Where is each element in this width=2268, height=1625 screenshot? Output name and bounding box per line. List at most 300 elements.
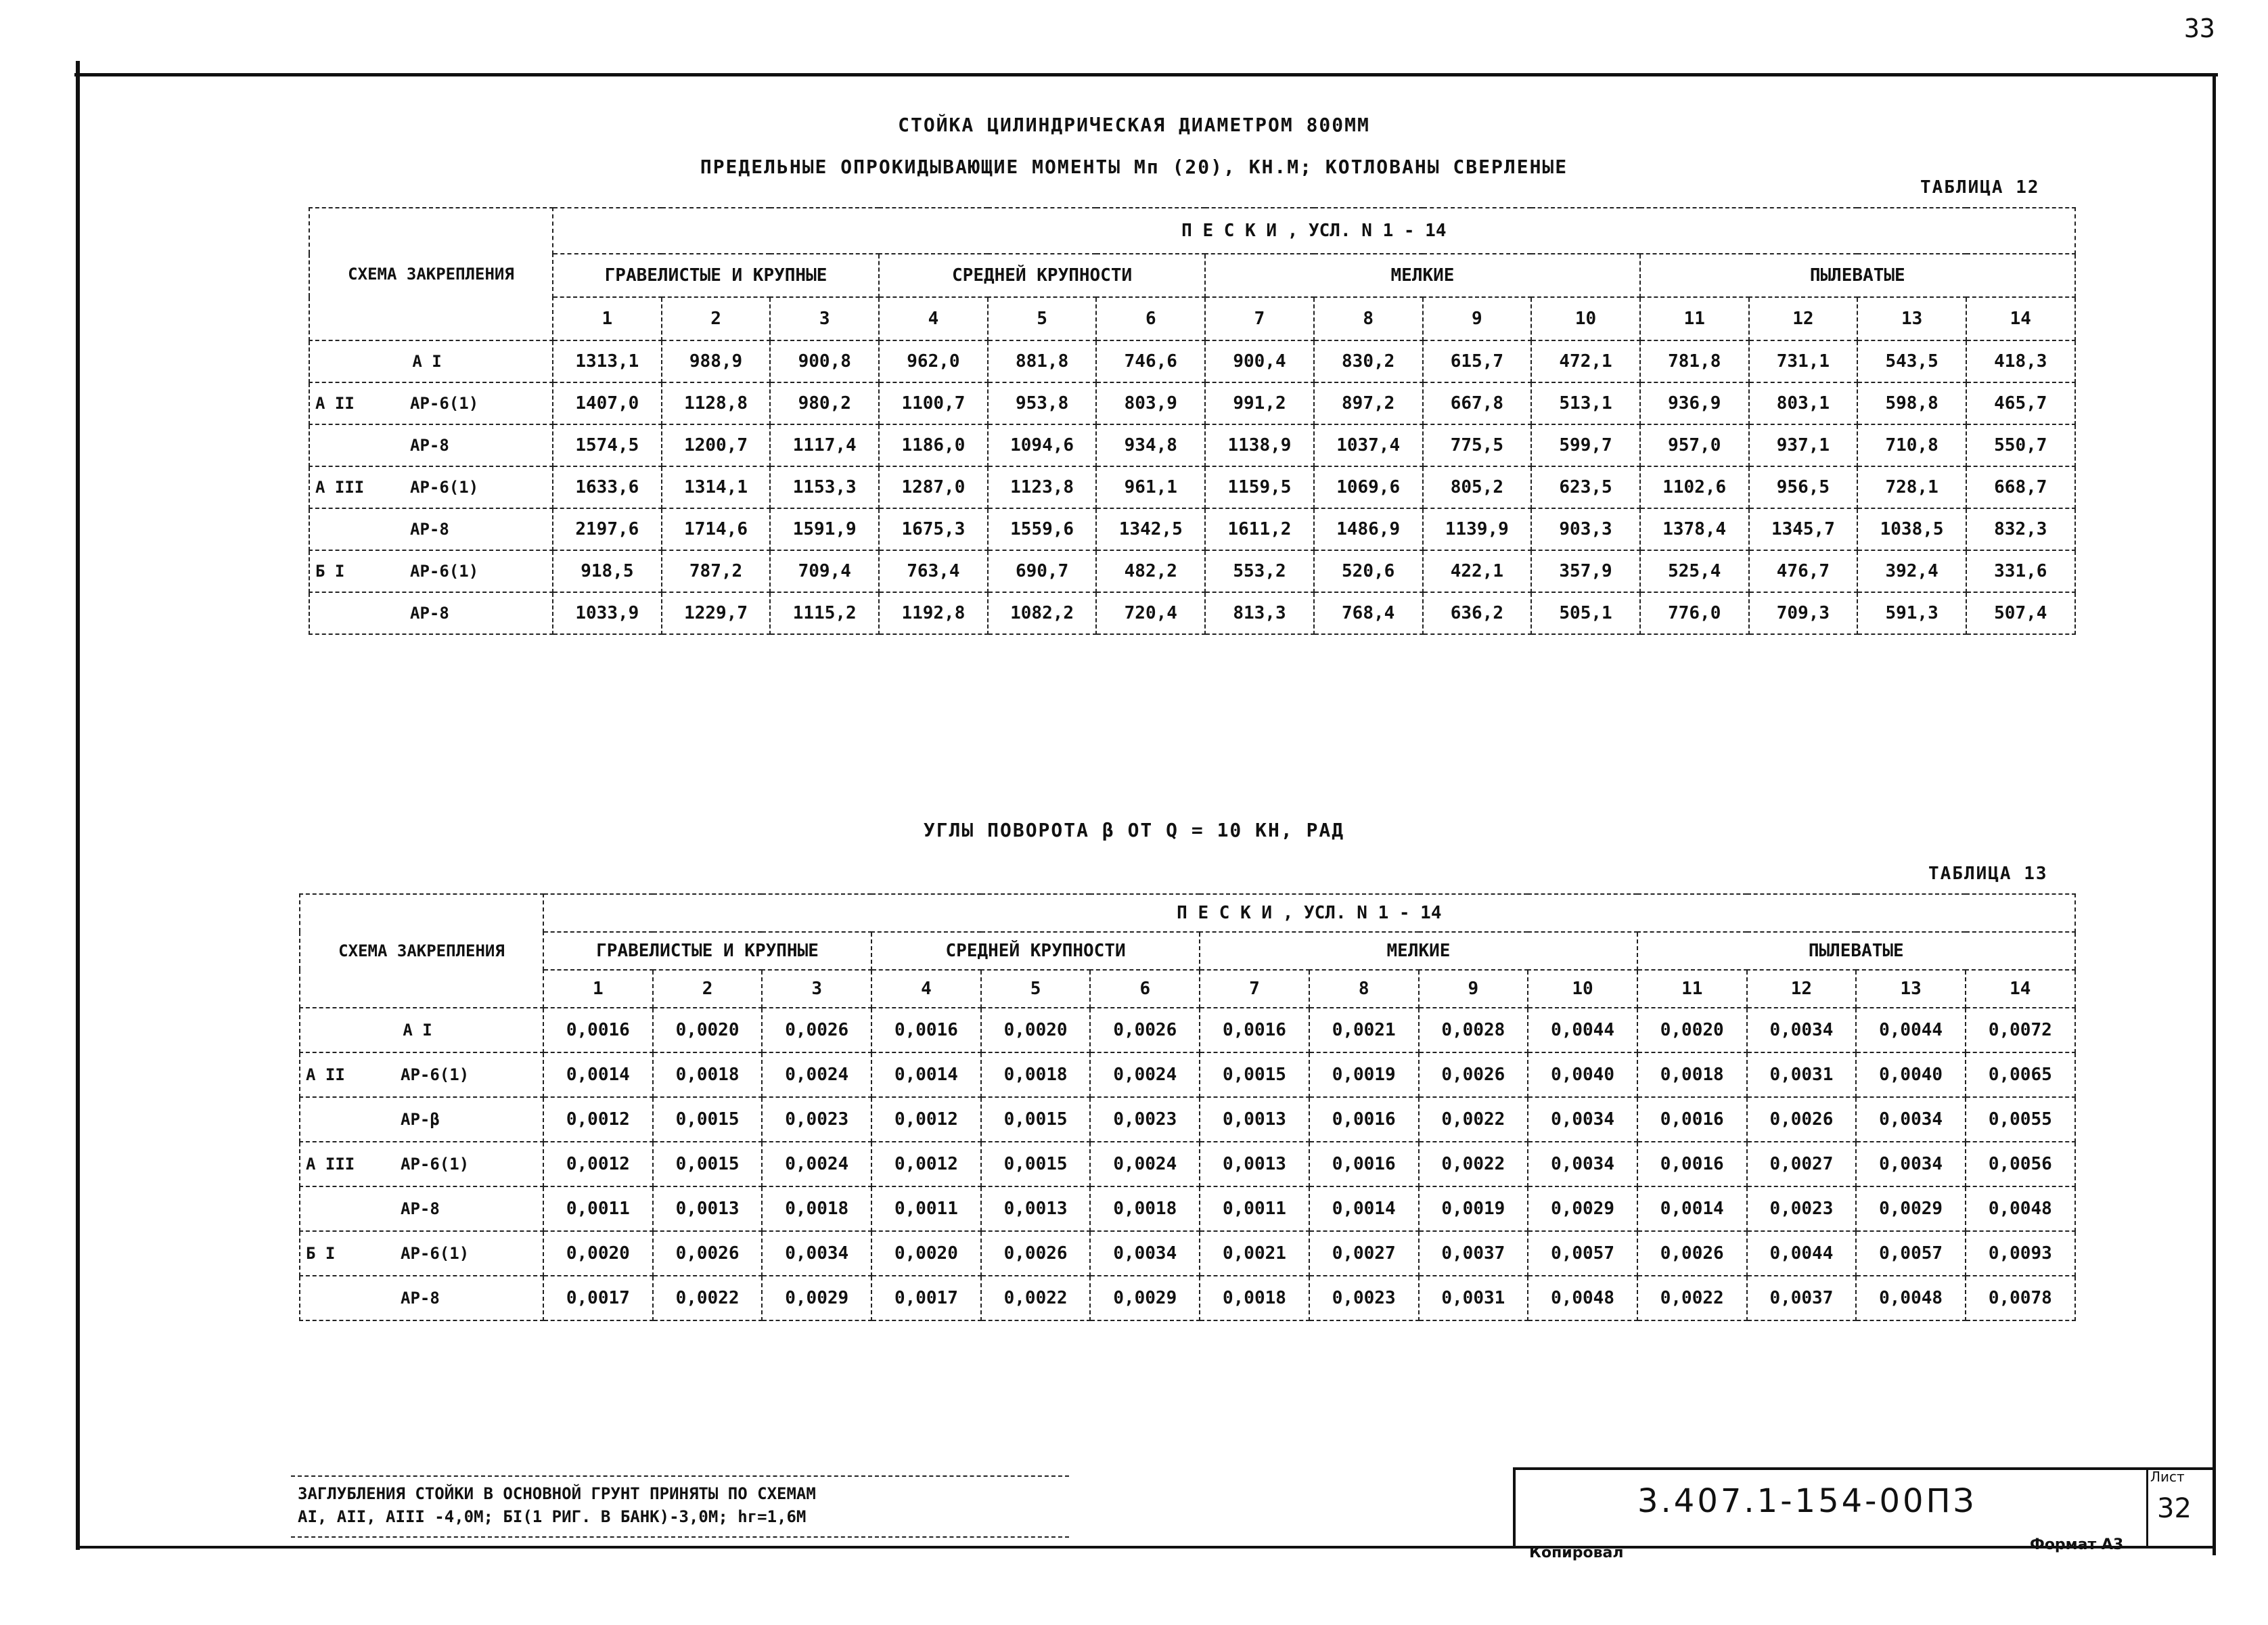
table-cell: 0,0023 xyxy=(1309,1276,1419,1320)
table-cell: 0,0029 xyxy=(1090,1276,1200,1320)
scheme-cell xyxy=(300,1097,543,1142)
table-cell: 0,0014 xyxy=(543,1052,653,1097)
column-number: 10 xyxy=(1531,297,1640,340)
table-cell: 1037,4 xyxy=(1314,424,1423,466)
table-cell: 709,4 xyxy=(770,550,879,592)
column-number: 10 xyxy=(1528,970,1637,1008)
group-header: МЕЛКИЕ xyxy=(1200,932,1637,970)
column-number: 2 xyxy=(653,970,763,1008)
scheme-cell xyxy=(309,382,553,424)
table-row xyxy=(300,1052,2075,1097)
table-cell: 0,0020 xyxy=(1637,1008,1747,1052)
table-cell: 936,9 xyxy=(1640,382,1749,424)
table-row xyxy=(309,508,2075,550)
table-cell: 550,7 xyxy=(1966,424,2075,466)
table-cell: 0,0013 xyxy=(981,1186,1091,1231)
table-cell: 1714,6 xyxy=(662,508,771,550)
table-cell: 937,1 xyxy=(1749,424,1858,466)
table-cell: 0,0044 xyxy=(1856,1008,1966,1052)
column-number: 7 xyxy=(1205,297,1314,340)
table-row xyxy=(300,1186,2075,1231)
table-cell: 0,0013 xyxy=(1200,1097,1309,1142)
scheme-cell xyxy=(309,592,553,634)
scheme-group: А III xyxy=(306,1155,355,1174)
table-cell: 881,8 xyxy=(988,340,1097,382)
column-number: 14 xyxy=(1966,970,2075,1008)
document-code: 3.407.1-154-00ПЗ xyxy=(1637,1482,1977,1520)
footnote xyxy=(291,1475,1069,1538)
table-cell: 1313,1 xyxy=(553,340,662,382)
table-row xyxy=(300,1231,2075,1276)
table-cell: 1229,7 xyxy=(662,592,771,634)
table-cell: 1153,3 xyxy=(770,466,879,508)
scheme-cell xyxy=(309,508,553,550)
table-cell: 1342,5 xyxy=(1096,508,1205,550)
table-cell: 731,1 xyxy=(1749,340,1858,382)
table-cell: 0,0034 xyxy=(1090,1231,1200,1276)
table-cell: 0,0048 xyxy=(1966,1186,2075,1231)
scheme-header: СХЕМА ЗАКРЕПЛЕНИЯ xyxy=(309,208,553,340)
table13-label: ТАБЛИЦА 13 xyxy=(1928,864,2048,884)
table-cell: 0,0020 xyxy=(871,1231,981,1276)
table-cell: 418,3 xyxy=(1966,340,2075,382)
table-cell: 1138,9 xyxy=(1205,424,1314,466)
table-cell: 0,0026 xyxy=(1747,1097,1857,1142)
table-cell: 0,0022 xyxy=(1419,1142,1528,1186)
scheme-group: А II xyxy=(306,1065,345,1084)
table-cell: 0,0014 xyxy=(1637,1186,1747,1231)
column-number: 4 xyxy=(879,297,988,340)
table-cell: 0,0021 xyxy=(1200,1231,1309,1276)
table13-title: УГЛЫ ПОВОРОТА β ОТ Q = 10 КН, РАД xyxy=(923,819,1345,841)
footnote-line-1: ЗАГЛУБЛЕНИЯ СТОЙКИ В ОСНОВНОЙ ГРУНТ ПРИНЯТЫ ПО СХЕМАМ xyxy=(298,1484,816,1503)
table-cell: 0,0024 xyxy=(762,1142,871,1186)
scheme-subtype: АР-8 xyxy=(401,1199,440,1218)
table-cell: 0,0024 xyxy=(1090,1052,1200,1097)
frame-bottom-border xyxy=(76,1546,2214,1549)
table-cell: 1192,8 xyxy=(879,592,988,634)
table-cell: 768,4 xyxy=(1314,592,1423,634)
table-cell: 0,0034 xyxy=(1528,1097,1637,1142)
table-cell: 1407,0 xyxy=(553,382,662,424)
scheme-cell xyxy=(309,340,553,382)
table-cell: 543,5 xyxy=(1857,340,1966,382)
table-row xyxy=(300,1097,2075,1142)
table-cell: 0,0013 xyxy=(653,1186,763,1231)
table-cell: 505,1 xyxy=(1531,592,1640,634)
table-cell: 331,6 xyxy=(1966,550,2075,592)
table-cell: 0,0012 xyxy=(871,1097,981,1142)
scheme-subtype: АР-8 xyxy=(401,1289,440,1308)
table-cell: 0,0040 xyxy=(1856,1052,1966,1097)
table-row xyxy=(300,1142,2075,1186)
table-cell: 0,0017 xyxy=(871,1276,981,1320)
table-cell: 1378,4 xyxy=(1640,508,1749,550)
table-cell: 422,1 xyxy=(1423,550,1532,592)
column-number: 12 xyxy=(1749,297,1858,340)
table12-title: ПРЕДЕЛЬНЫЕ ОПРОКИДЫВАЮЩИЕ МОМЕНТЫ Мп (20), КН.М; КОТЛОВАНЫ СВЕРЛЕНЫЕ xyxy=(700,156,1568,178)
table-cell: 0,0011 xyxy=(1200,1186,1309,1231)
table-row xyxy=(309,550,2075,592)
table-cell: 934,8 xyxy=(1096,424,1205,466)
scheme-cell xyxy=(300,1142,543,1186)
scheme-subtype: АР-8 xyxy=(410,436,449,455)
table-row xyxy=(309,382,2075,424)
table-cell: 0,0057 xyxy=(1856,1231,1966,1276)
table-cell: 1094,6 xyxy=(988,424,1097,466)
group-header: СРЕДНЕЙ КРУПНОСТИ xyxy=(879,254,1205,297)
column-number: 1 xyxy=(543,970,653,1008)
table-cell: 0,0026 xyxy=(1637,1231,1747,1276)
format-label: Формат А3 xyxy=(2030,1536,2124,1553)
column-number: 4 xyxy=(871,970,981,1008)
table-cell: 553,2 xyxy=(1205,550,1314,592)
table-cell: 0,0027 xyxy=(1309,1231,1419,1276)
table-cell: 1159,5 xyxy=(1205,466,1314,508)
table-cell: 961,1 xyxy=(1096,466,1205,508)
table-cell: 0,0016 xyxy=(1309,1142,1419,1186)
table-cell: 980,2 xyxy=(770,382,879,424)
table-cell: 0,0018 xyxy=(653,1052,763,1097)
table-cell: 0,0022 xyxy=(1637,1276,1747,1320)
table-cell: 0,0016 xyxy=(1637,1097,1747,1142)
table-cell: 0,0027 xyxy=(1747,1142,1857,1186)
scheme-subtype: АР-6(1) xyxy=(401,1065,470,1084)
table-cell: 900,8 xyxy=(770,340,879,382)
table-cell: 507,4 xyxy=(1966,592,2075,634)
table-cell: 636,2 xyxy=(1423,592,1532,634)
table-cell: 2197,6 xyxy=(553,508,662,550)
table-cell: 0,0029 xyxy=(1528,1186,1637,1231)
table-cell: 0,0072 xyxy=(1966,1008,2075,1052)
table-row xyxy=(300,1276,2075,1320)
column-number: 14 xyxy=(1966,297,2075,340)
table-cell: 897,2 xyxy=(1314,382,1423,424)
table-cell: 0,0018 xyxy=(1200,1276,1309,1320)
table-cell: 392,4 xyxy=(1857,550,1966,592)
table-cell: 0,0019 xyxy=(1309,1052,1419,1097)
table-cell: 775,5 xyxy=(1423,424,1532,466)
table-cell: 0,0018 xyxy=(1090,1186,1200,1231)
table-cell: 0,0016 xyxy=(1200,1008,1309,1052)
scheme-group: Б I xyxy=(315,562,345,581)
table12-label: ТАБЛИЦА 12 xyxy=(1920,177,2040,198)
table-cell: 1314,1 xyxy=(662,466,771,508)
table-cell: 0,0034 xyxy=(1856,1142,1966,1186)
table-cell: 0,0015 xyxy=(1200,1052,1309,1097)
table-cell: 1139,9 xyxy=(1423,508,1532,550)
table-cell: 813,3 xyxy=(1205,592,1314,634)
column-number: 11 xyxy=(1640,297,1749,340)
group-header: ПЫЛЕВАТЫЕ xyxy=(1637,932,2075,970)
table-cell: 781,8 xyxy=(1640,340,1749,382)
table-cell: 1287,0 xyxy=(879,466,988,508)
scheme-group: А III xyxy=(315,478,365,497)
table-cell: 0,0056 xyxy=(1966,1142,2075,1186)
scheme-subtype: АР-6(1) xyxy=(410,478,479,497)
table-cell: 0,0018 xyxy=(762,1186,871,1231)
table-cell: 0,0020 xyxy=(981,1008,1091,1052)
table-cell: 0,0029 xyxy=(1856,1186,1966,1231)
copied-by-label: Копировал xyxy=(1529,1544,1624,1561)
table-cell: 1033,9 xyxy=(553,592,662,634)
table-cell: 0,0021 xyxy=(1309,1008,1419,1052)
table-cell: 0,0031 xyxy=(1747,1052,1857,1097)
table-cell: 830,2 xyxy=(1314,340,1423,382)
table-cell: 357,9 xyxy=(1531,550,1640,592)
table-cell: 482,2 xyxy=(1096,550,1205,592)
table-cell: 0,0020 xyxy=(543,1231,653,1276)
table-cell: 776,0 xyxy=(1640,592,1749,634)
table-cell: 0,0065 xyxy=(1966,1052,2075,1097)
scheme-subtype: АР-6(1) xyxy=(401,1244,470,1263)
table-cell: 0,0034 xyxy=(762,1231,871,1276)
scheme-cell xyxy=(309,466,553,508)
table-cell: 0,0026 xyxy=(762,1008,871,1052)
scheme-header: СХЕМА ЗАКРЕПЛЕНИЯ xyxy=(300,894,543,1008)
table-cell: 1200,7 xyxy=(662,424,771,466)
column-number: 6 xyxy=(1096,297,1205,340)
table-row xyxy=(309,592,2075,634)
column-number: 13 xyxy=(1856,970,1966,1008)
table-cell: 0,0026 xyxy=(981,1231,1091,1276)
table-cell: 1633,6 xyxy=(553,466,662,508)
table-cell: 1574,5 xyxy=(553,424,662,466)
table-cell: 0,0015 xyxy=(981,1097,1091,1142)
table-cell: 0,0034 xyxy=(1856,1097,1966,1142)
table-cell: 803,9 xyxy=(1096,382,1205,424)
table-cell: 0,0048 xyxy=(1528,1276,1637,1320)
table-cell: 0,0026 xyxy=(1090,1008,1200,1052)
table-cell: 476,7 xyxy=(1749,550,1858,592)
column-number: 3 xyxy=(762,970,871,1008)
column-number: 9 xyxy=(1419,970,1528,1008)
table-row xyxy=(309,466,2075,508)
table-cell: 0,0015 xyxy=(653,1097,763,1142)
table-cell: 0,0026 xyxy=(1419,1052,1528,1097)
column-number: 5 xyxy=(988,297,1097,340)
table-cell: 903,3 xyxy=(1531,508,1640,550)
frame-top-border xyxy=(74,73,2218,76)
table-cell: 763,4 xyxy=(879,550,988,592)
column-number: 6 xyxy=(1090,970,1200,1008)
table-13 xyxy=(299,893,2076,1321)
document-title: СТОЙКА ЦИЛИНДРИЧЕСКАЯ ДИАМЕТРОМ 800ММ xyxy=(898,114,1370,136)
table-cell: 0,0022 xyxy=(981,1276,1091,1320)
table-cell: 1345,7 xyxy=(1749,508,1858,550)
table-cell: 0,0019 xyxy=(1419,1186,1528,1231)
scheme-subtype: АР-8 xyxy=(410,604,449,623)
table-cell: 900,4 xyxy=(1205,340,1314,382)
table-cell: 0,0016 xyxy=(1637,1142,1747,1186)
scheme-subtype: АР-β xyxy=(401,1110,440,1129)
scheme-cell xyxy=(300,1052,543,1097)
table-cell: 0,0011 xyxy=(871,1186,981,1231)
table-cell: 1675,3 xyxy=(879,508,988,550)
table-cell: 0,0014 xyxy=(871,1052,981,1097)
table-cell: 1123,8 xyxy=(988,466,1097,508)
table-cell: 465,7 xyxy=(1966,382,2075,424)
table-cell: 803,1 xyxy=(1749,382,1858,424)
table-cell: 991,2 xyxy=(1205,382,1314,424)
table-cell: 0,0015 xyxy=(981,1142,1091,1186)
table-cell: 0,0044 xyxy=(1528,1008,1637,1052)
table-cell: 591,3 xyxy=(1857,592,1966,634)
table-cell: 962,0 xyxy=(879,340,988,382)
table-cell: 0,0020 xyxy=(653,1008,763,1052)
table-cell: 0,0016 xyxy=(1309,1097,1419,1142)
column-number: 8 xyxy=(1309,970,1419,1008)
table-cell: 0,0078 xyxy=(1966,1276,2075,1320)
corner-page-number: 33 xyxy=(2184,14,2215,43)
table-cell: 0,0037 xyxy=(1419,1231,1528,1276)
footnote-line-2: АI, АII, АIII -4,0М; БI(1 РИГ. В БАНК)-3,0М; hг=1,6М xyxy=(298,1507,807,1526)
table-cell: 988,9 xyxy=(662,340,771,382)
scheme-group: А I xyxy=(403,1021,432,1040)
scheme-group: А I xyxy=(412,352,442,371)
column-number: 2 xyxy=(662,297,771,340)
table-cell: 0,0022 xyxy=(653,1276,763,1320)
table-cell: 0,0022 xyxy=(1419,1097,1528,1142)
scheme-cell xyxy=(300,1008,543,1052)
column-number: 9 xyxy=(1423,297,1532,340)
table-cell: 0,0016 xyxy=(543,1008,653,1052)
table-cell: 598,8 xyxy=(1857,382,1966,424)
scheme-cell xyxy=(309,424,553,466)
table-cell: 0,0017 xyxy=(543,1276,653,1320)
table-cell: 668,7 xyxy=(1966,466,2075,508)
table-cell: 599,7 xyxy=(1531,424,1640,466)
table-cell: 0,0023 xyxy=(1747,1186,1857,1231)
scheme-cell xyxy=(300,1186,543,1231)
sheet-label: Лист xyxy=(2150,1469,2185,1485)
table-cell: 0,0057 xyxy=(1528,1231,1637,1276)
group-header: МЕЛКИЕ xyxy=(1205,254,1640,297)
table-cell: 0,0018 xyxy=(981,1052,1091,1097)
table-cell: 0,0034 xyxy=(1528,1142,1637,1186)
table-cell: 0,0026 xyxy=(653,1231,763,1276)
table-cell: 1117,4 xyxy=(770,424,879,466)
table-cell: 720,4 xyxy=(1096,592,1205,634)
table-cell: 1082,2 xyxy=(988,592,1097,634)
table-cell: 0,0023 xyxy=(1090,1097,1200,1142)
column-number: 1 xyxy=(553,297,662,340)
table-cell: 1038,5 xyxy=(1857,508,1966,550)
table-cell: 0,0031 xyxy=(1419,1276,1528,1320)
table-cell: 667,8 xyxy=(1423,382,1532,424)
group-header: ГРАВЕЛИСТЫЕ И КРУПНЫЕ xyxy=(543,932,871,970)
table-cell: 0,0012 xyxy=(543,1142,653,1186)
table-cell: 0,0037 xyxy=(1747,1276,1857,1320)
column-number: 5 xyxy=(981,970,1091,1008)
frame-left-border xyxy=(76,61,80,1550)
table-cell: 0,0048 xyxy=(1856,1276,1966,1320)
table-cell: 0,0029 xyxy=(762,1276,871,1320)
table-cell: 472,1 xyxy=(1531,340,1640,382)
scheme-cell xyxy=(300,1276,543,1320)
column-number: 8 xyxy=(1314,297,1423,340)
table-cell: 1128,8 xyxy=(662,382,771,424)
table-row xyxy=(309,340,2075,382)
table-cell: 520,6 xyxy=(1314,550,1423,592)
table-12 xyxy=(309,207,2076,635)
table-cell: 1186,0 xyxy=(879,424,988,466)
table-cell: 1591,9 xyxy=(770,508,879,550)
frame-right-border xyxy=(2213,73,2216,1555)
scheme-subtype: АР-6(1) xyxy=(410,394,479,413)
table-cell: 709,3 xyxy=(1749,592,1858,634)
scheme-subtype: АР-6(1) xyxy=(401,1155,470,1174)
table-cell: 513,1 xyxy=(1531,382,1640,424)
scheme-cell xyxy=(309,550,553,592)
table-row xyxy=(300,1008,2075,1052)
table-cell: 0,0040 xyxy=(1528,1052,1637,1097)
table-cell: 0,0012 xyxy=(871,1142,981,1186)
table-cell: 1102,6 xyxy=(1640,466,1749,508)
column-number: 3 xyxy=(770,297,879,340)
soil-header: П Е С К И , УСЛ. N 1 - 14 xyxy=(553,208,2075,254)
table-cell: 957,0 xyxy=(1640,424,1749,466)
table-cell: 1611,2 xyxy=(1205,508,1314,550)
scheme-cell xyxy=(300,1231,543,1276)
table-cell: 0,0093 xyxy=(1966,1231,2075,1276)
table-cell: 728,1 xyxy=(1857,466,1966,508)
table-cell: 0,0044 xyxy=(1747,1231,1857,1276)
table-cell: 0,0018 xyxy=(1637,1052,1747,1097)
column-number: 12 xyxy=(1747,970,1857,1008)
table-cell: 0,0024 xyxy=(762,1052,871,1097)
table-cell: 0,0013 xyxy=(1200,1142,1309,1186)
table-cell: 0,0055 xyxy=(1966,1097,2075,1142)
table-cell: 832,3 xyxy=(1966,508,2075,550)
table-cell: 0,0014 xyxy=(1309,1186,1419,1231)
column-number: 11 xyxy=(1637,970,1747,1008)
table-cell: 0,0024 xyxy=(1090,1142,1200,1186)
table-cell: 805,2 xyxy=(1423,466,1532,508)
scheme-subtype: АР-8 xyxy=(410,520,449,539)
table-cell: 525,4 xyxy=(1640,550,1749,592)
group-header: ПЫЛЕВАТЫЕ xyxy=(1640,254,2075,297)
group-header: ГРАВЕЛИСТЫЕ И КРУПНЫЕ xyxy=(553,254,879,297)
sheet-number: 32 xyxy=(2157,1493,2192,1524)
scheme-group: А II xyxy=(315,394,355,413)
table-cell: 0,0016 xyxy=(871,1008,981,1052)
table-cell: 746,6 xyxy=(1096,340,1205,382)
table-cell: 1115,2 xyxy=(770,592,879,634)
table-cell: 953,8 xyxy=(988,382,1097,424)
scheme-subtype: АР-6(1) xyxy=(410,562,479,581)
table-row xyxy=(309,424,2075,466)
table-cell: 1486,9 xyxy=(1314,508,1423,550)
group-header: СРЕДНЕЙ КРУПНОСТИ xyxy=(871,932,1200,970)
table-cell: 787,2 xyxy=(662,550,771,592)
table-cell: 0,0028 xyxy=(1419,1008,1528,1052)
table-cell: 0,0023 xyxy=(762,1097,871,1142)
table-cell: 1559,6 xyxy=(988,508,1097,550)
table-cell: 710,8 xyxy=(1857,424,1966,466)
table-cell: 956,5 xyxy=(1749,466,1858,508)
column-number: 7 xyxy=(1200,970,1309,1008)
table-cell: 0,0034 xyxy=(1747,1008,1857,1052)
table-cell: 1069,6 xyxy=(1314,466,1423,508)
table-cell: 690,7 xyxy=(988,550,1097,592)
table-cell: 1100,7 xyxy=(879,382,988,424)
table-cell: 615,7 xyxy=(1423,340,1532,382)
table-cell: 623,5 xyxy=(1531,466,1640,508)
table-cell: 0,0012 xyxy=(543,1097,653,1142)
table-cell: 0,0015 xyxy=(653,1142,763,1186)
soil-header: П Е С К И , УСЛ. N 1 - 14 xyxy=(543,894,2075,932)
